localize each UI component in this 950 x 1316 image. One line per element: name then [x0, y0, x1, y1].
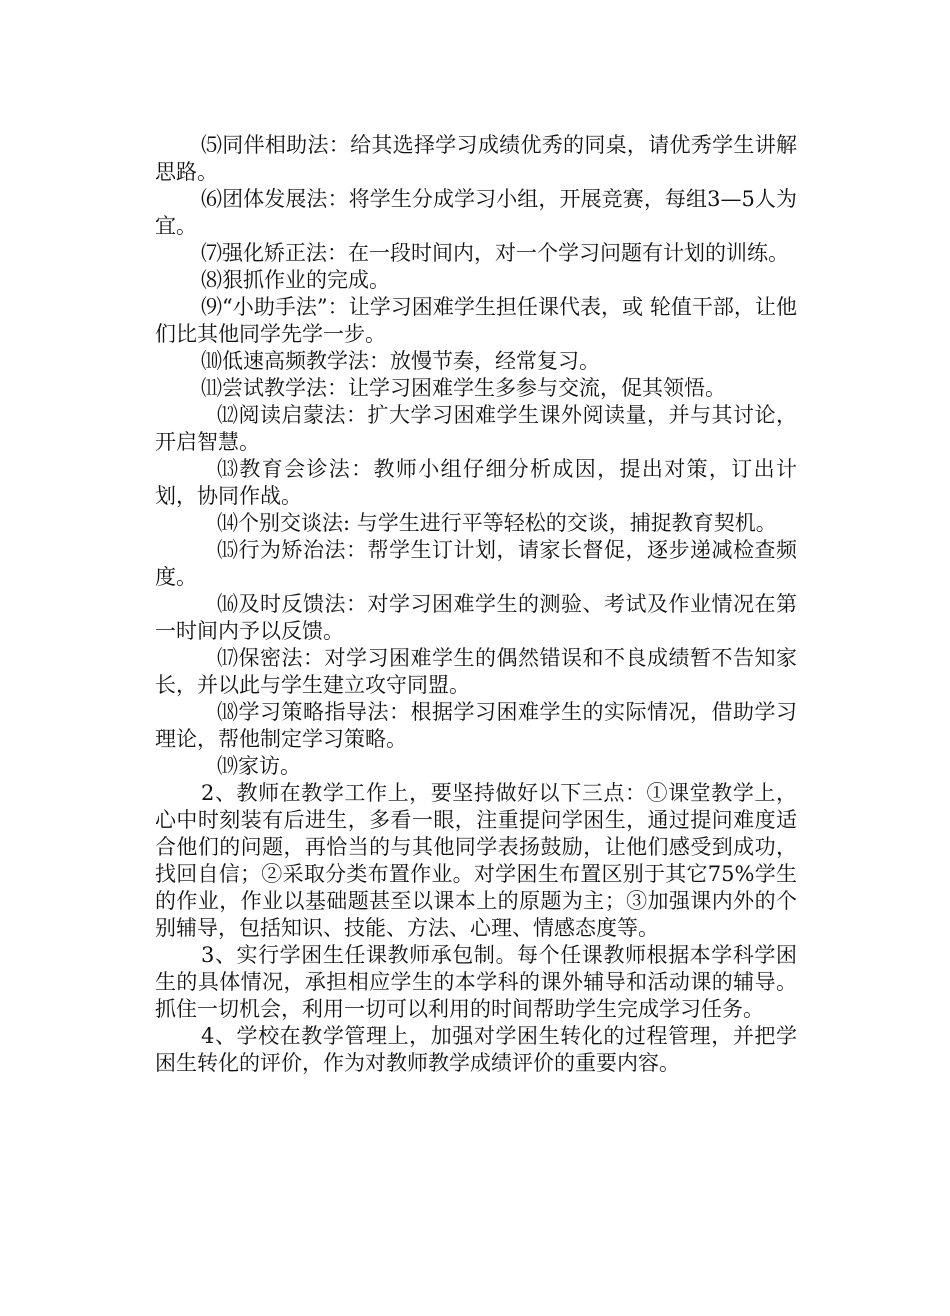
- paragraph-item-16: ⒃及时反馈法：对学习困难学生的测验、考试及作业情况在第一时间内予以反馈。: [155, 592, 797, 643]
- paragraph-item-11: ⑾尝试教学法：让学习困难学生多参与交流，促其领悟。: [201, 376, 726, 400]
- paragraph-section-4: 4、学校在教学管理上，加强对学困生转化的过程管理，并把学困生转化的评价，作为对教师教学成绩评价的重要内容。: [155, 1024, 797, 1075]
- paragraph-item-13: ⒀教育会诊法：教师小组仔细分析成因，提出对策，订出计划，协同作战。: [155, 457, 797, 508]
- paragraph-item-6: ⑹团体发展法：将学生分成学习小组，开展竞赛，每组3—5人为宜。: [155, 187, 797, 238]
- paragraph-item-14: ⒁个别交谈法: 与学生进行平等轻松的交谈，捕捉教育契机。: [217, 511, 777, 535]
- paragraph-item-8: ⑻狠抓作业的完成。: [201, 268, 390, 292]
- paragraph-item-15: ⒂行为矫治法：帮学生订计划，请家长督促，逐步递减检查频度。: [155, 538, 797, 589]
- paragraph-item-7: ⑺强化矫正法：在一段时间内，对一个学习问题有计划的训练。: [201, 241, 789, 265]
- paragraph-item-19: ⒆家访。: [217, 754, 301, 778]
- paragraph-item-17: ⒄保密法：对学习困难学生的偶然错误和不良成绩暂不告知家长，并以此与学生建立攻守同盟。: [155, 646, 797, 697]
- paragraph-item-5: ⑸同伴相助法：给其选择学习成绩优秀的同桌，请优秀学生讲解思路。: [155, 133, 797, 184]
- paragraph-item-18: ⒅学习策略指导法：根据学习困难学生的实际情况，借助学习理论，帮他制定学习策略。: [155, 700, 797, 751]
- paragraph-item-10: ⑽低速高频教学法：放慢节奏，经常复习。: [201, 349, 600, 373]
- paragraph-section-2: 2、教师在教学工作上，要坚持做好以下三点：①课堂教学上，心中时刻装有后进生，多看一眼，注重提问学困生，通过提问难度适合他们的问题，再恰当的与其他同学表扬鼓励，让他们感受到成功，找回自信；②采取分类布置作业。对学困生布置区别于其它75%学生的作业，作业以基础题甚至以课本上的原题为主；③加强课内外的个别辅导，包括知识、技能、方法、心理、情感态度等。: [155, 781, 797, 940]
- paragraph-item-9: ⑼“小助手法”：让学习困难学生担任课代表，或 轮值干部，让他们比其他同学先学一步。: [155, 295, 797, 346]
- document-body: [155, 132, 797, 1077]
- paragraph-item-12: ⑿阅读启蒙法：扩大学习困难学生课外阅读量，并与其讨论，开启智慧。: [155, 403, 797, 454]
- paragraph-section-3: 3、实行学困生任课教师承包制。每个任课教师根据本学科学困生的具体情况，承担相应学生的本学科的课外辅导和活动课的辅导。抓住一切机会，利用一切可以利用的时间帮助学生完成学习任务。: [155, 943, 797, 1021]
